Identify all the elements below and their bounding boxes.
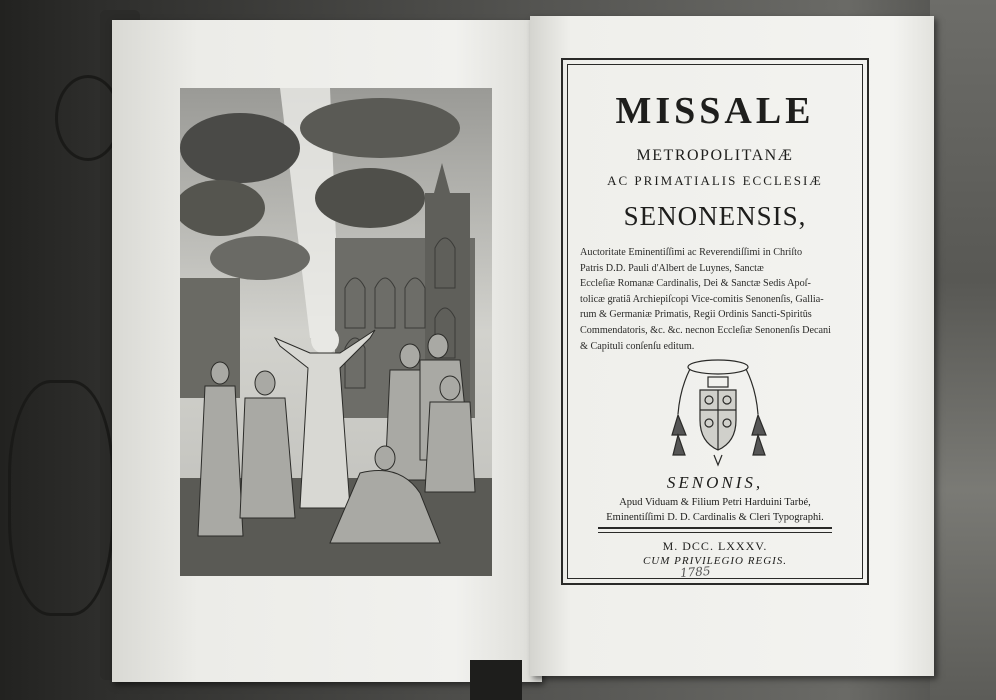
printer-line-2: Eminentiſſimi D. D. Cardinalis & Cleri Typographi. bbox=[606, 512, 824, 523]
subtitle-senonensis: SENONENSIS, bbox=[623, 201, 807, 231]
printer-line-1: Apud Viduam & Filium Petri Harduini Tarbé, bbox=[619, 497, 811, 508]
authority-paragraph bbox=[580, 245, 852, 354]
authority-line: rum & Germaniæ Primatis, Regii Ordinis Sancti-Spiritûs bbox=[580, 309, 812, 321]
subtitle-primatialis: AC PRIMATIALIS ECCLESIÆ bbox=[607, 173, 823, 188]
book-title: MISSALE bbox=[615, 90, 815, 132]
authority-line: Commendatoris, &c. &c. necnon Eccleſiæ Senonenſis Decani bbox=[580, 324, 831, 336]
engraving-saint-preaching-icon bbox=[180, 88, 492, 576]
book-stand-edge bbox=[470, 660, 522, 700]
cardinal-coat-of-arms-icon bbox=[668, 355, 768, 470]
imprint-year: M. DCC. LXXXV. bbox=[662, 539, 768, 553]
title-page-frame bbox=[561, 58, 869, 585]
handwritten-date: 1785 bbox=[679, 563, 711, 581]
imprint-place: SENONIS, bbox=[666, 473, 764, 492]
frontispiece-engraving bbox=[180, 88, 492, 576]
authority-line: & Capituli conſenſu editum. bbox=[580, 340, 695, 352]
authority-line: Patris D.D. Pauli d'Albert de Luynes, Sanctæ bbox=[580, 262, 764, 274]
title-page-inner-border bbox=[567, 64, 863, 579]
imprint-divider bbox=[598, 527, 832, 533]
subtitle-metropolitanae: METROPOLITANÆ bbox=[636, 147, 794, 164]
background-wall bbox=[930, 0, 996, 700]
clasp-ring-icon bbox=[8, 380, 114, 616]
authority-line: tolicæ gratiâ Archiepiſcopi Vice-comitis Senonenſis, Gallia- bbox=[580, 293, 824, 305]
privilege-line: CUM PRIVILEGIO REGIS. bbox=[642, 555, 788, 567]
authority-line: Eccleſiæ Romanæ Cardinalis, Dei & Sanctæ Sedis Apoſ- bbox=[580, 278, 811, 290]
authority-line: Auctoritate Eminentiſſimi ac Reverendiſſimi in Chriſto bbox=[580, 247, 803, 258]
